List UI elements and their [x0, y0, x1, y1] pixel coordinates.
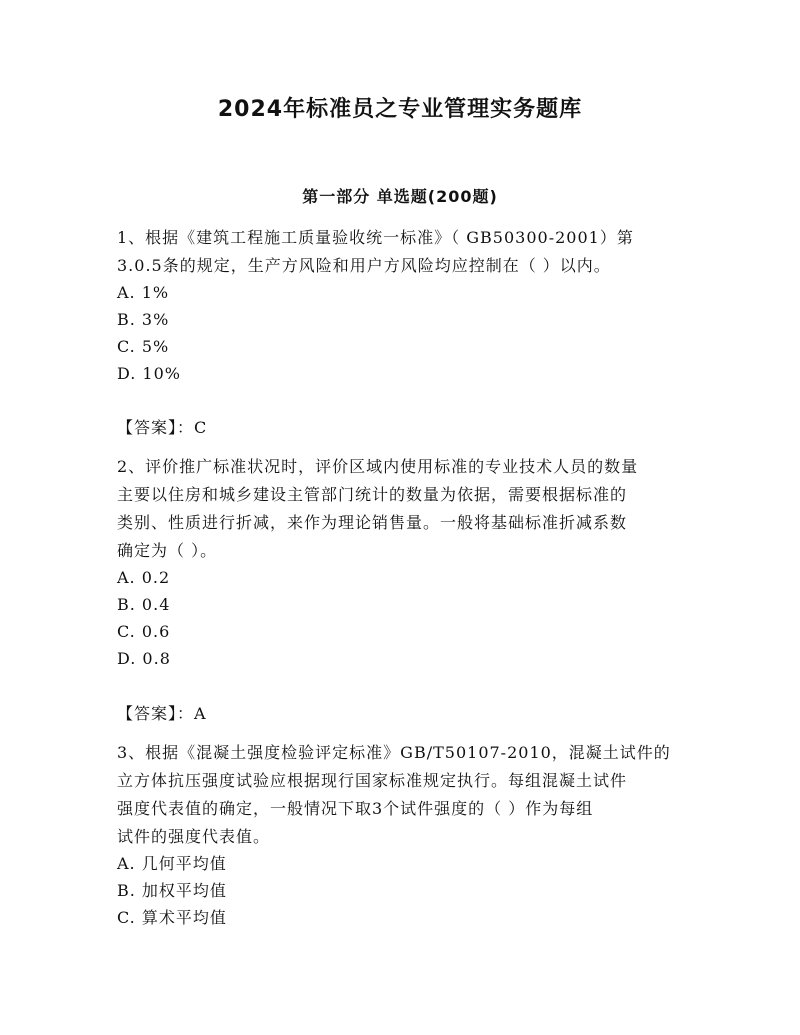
q3-stem-line-4: 试件的强度代表值。 — [117, 827, 271, 846]
q3-option-c: C. 算术平均值 — [117, 908, 227, 927]
page-title: 2024年标准员之专业管理实务题库 — [217, 97, 583, 122]
q2-option-b: B. 0.4 — [117, 595, 171, 614]
q2-stem-line-4: 确定为（ ）。 — [117, 541, 218, 560]
q1-stem-line-1: 1、根据《建筑工程施工质量验收统一标准》（ GB50300-2001）第 — [117, 228, 634, 247]
q3-option-b: B. 加权平均值 — [117, 881, 227, 900]
q1-option-a: A. 1% — [117, 283, 170, 302]
q2-option-d: D. 0.8 — [117, 649, 171, 668]
q1-option-c: C. 5% — [117, 337, 170, 356]
q2-stem-line-3: 类别、性质进行折减，来作为理论销售量。一般将基础标准折减系数 — [117, 513, 628, 532]
q2-stem-line-1: 2、评价推广标准状况时，评价区域内使用标准的专业技术人员的数量 — [117, 457, 639, 476]
q2-stem-line-2: 主要以住房和城乡建设主管部门统计的数量为依据，需要根据标准的 — [117, 485, 628, 504]
q3-option-a: A. 几何平均值 — [117, 854, 227, 873]
q2-option-a: A. 0.2 — [117, 568, 171, 587]
q1-option-b: B. 3% — [117, 310, 170, 329]
q2-option-c: C. 0.6 — [117, 622, 171, 641]
q1-answer: 【答案】：C — [117, 418, 208, 437]
q3-stem-line-3: 强度代表值的确定，一般情况下取3个试件强度的（ ）作为每组 — [117, 799, 594, 818]
q2-answer: 【答案】：A — [117, 704, 207, 723]
q1-option-d: D. 10% — [117, 364, 181, 383]
q3-stem-line-1: 3、根据《混凝土强度检验评定标准》GB/T50107-2010，混凝土试件的 — [117, 743, 671, 762]
section-heading: 第一部分 单选题(200题) — [302, 187, 498, 206]
q1-stem-line-2: 3.0.5条的规定，生产方风险和用户方风险均应控制在（ ）以内。 — [117, 256, 611, 275]
q3-stem-line-2: 立方体抗压强度试验应根据现行国家标准规定执行。每组混凝土试件 — [117, 771, 628, 790]
